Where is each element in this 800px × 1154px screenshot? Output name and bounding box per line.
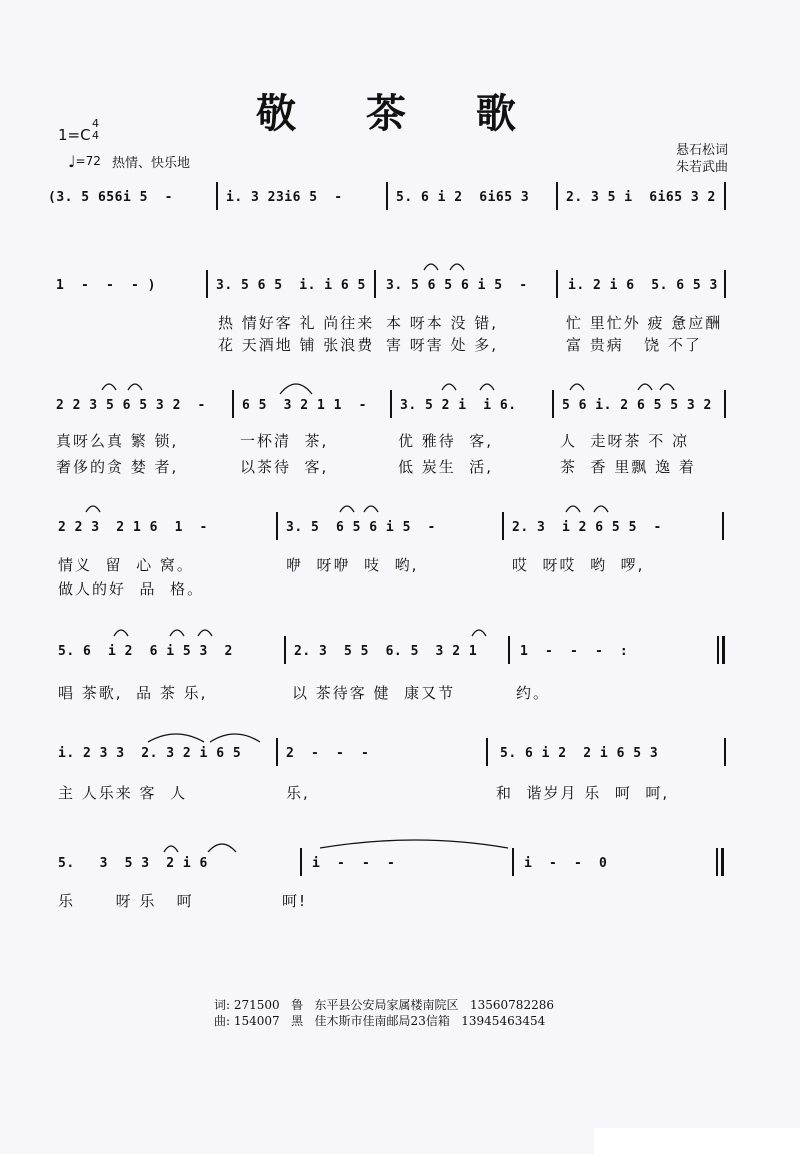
measure: 2. 3 5 5 6. 5 3 2 1 bbox=[294, 644, 478, 659]
measure: 3. 5 6 5 i. i 6 5 bbox=[216, 278, 366, 293]
song-title: 敬 茶 歌 bbox=[256, 90, 544, 137]
measure: 2 - - - bbox=[286, 746, 370, 761]
lyric-verse-2: 害 呀害 处 多, bbox=[386, 336, 499, 354]
measure: 5. 3 5 3 2 i 6 bbox=[58, 856, 208, 871]
measure: 5. 6 i 2 6 i 5 3 2 bbox=[58, 644, 233, 659]
measure: i - - 0 bbox=[524, 856, 608, 871]
measure: (3. 5 656i 5 - bbox=[48, 190, 173, 205]
lyric-verse-2: 花 天酒地 铺 张浪费 bbox=[218, 336, 375, 354]
lyric-verse-2: 富 贵病 饶 不了 bbox=[566, 336, 702, 354]
lyric-verse-2: 奢侈的贪 婪 者, bbox=[56, 458, 179, 476]
slur bbox=[480, 384, 494, 390]
quarter-note-icon: ♩ bbox=[68, 152, 76, 171]
slur bbox=[638, 384, 652, 390]
slur bbox=[148, 734, 204, 742]
slur bbox=[442, 384, 456, 390]
slur bbox=[450, 264, 464, 270]
slur bbox=[86, 506, 100, 512]
lyric-verse-1: 真呀么真 繁 锁, bbox=[56, 432, 179, 450]
slur bbox=[340, 506, 354, 512]
lyric-verse-2: 做人的好 品 格。 bbox=[58, 580, 205, 598]
slur bbox=[594, 506, 608, 512]
lyric-verse-1: 热 情好客 礼 尚往来 bbox=[218, 314, 375, 332]
slur bbox=[364, 506, 378, 512]
lyric-verse-1: 哎 呀哎 哟 啰, bbox=[512, 556, 645, 574]
lyric-verse-1: 和 谐岁月 乐 呵 呵, bbox=[496, 784, 670, 802]
measure: 5 6 i. 2 6 5 5 3 2 bbox=[562, 398, 712, 413]
slur bbox=[210, 734, 260, 742]
measure: 5. 6 i 2 6i65 3 bbox=[396, 190, 530, 205]
slur bbox=[424, 264, 438, 270]
composer-credit: 朱若武曲 bbox=[676, 160, 729, 175]
slur bbox=[570, 384, 584, 390]
lyric-verse-1: 呵! bbox=[282, 892, 308, 910]
lyric-verse-1: 一杯清 茶, bbox=[240, 432, 329, 450]
measure: 3. 5 2 i i 6. bbox=[400, 398, 517, 413]
paper-corner bbox=[594, 1128, 800, 1154]
lyric-verse-1: 唱 茶歌, 品 茶 乐, bbox=[58, 684, 208, 702]
key-signature: 1=C bbox=[58, 126, 91, 144]
measure: 2. 3 5 i 6i65 3 2 bbox=[566, 190, 716, 205]
lyric-verse-1: 情义 留 心 窝。 bbox=[58, 556, 194, 574]
lyric-verse-1: 乐, bbox=[286, 784, 310, 802]
slur bbox=[208, 844, 236, 852]
lyric-verse-1: 乐 呀 乐 呵 bbox=[58, 892, 194, 910]
slur bbox=[128, 384, 142, 390]
lyric-verse-1: 本 呀本 没 错, bbox=[386, 314, 499, 332]
slur bbox=[280, 384, 312, 394]
measure: i. 3 23i6 5 - bbox=[226, 190, 343, 205]
lyricist-credit: 悬石松词 bbox=[676, 143, 729, 158]
slur bbox=[566, 506, 580, 512]
expression-marking: 热情、快乐地 bbox=[112, 156, 191, 171]
slur bbox=[320, 840, 508, 848]
lyric-verse-2: 低 炭生 活, bbox=[398, 458, 494, 476]
measure: 6 5 3 2 1 1 - bbox=[242, 398, 367, 413]
measure: 2 2 3 2 1 6 1 - bbox=[58, 520, 208, 535]
slur bbox=[472, 630, 486, 636]
time-signature-top: 4 bbox=[92, 117, 99, 130]
time-signature-bottom: 4 bbox=[92, 129, 99, 142]
contact-line-composer: 曲: 154007 黑 佳木斯市佳南邮局23信箱 13945463454 bbox=[214, 1014, 546, 1028]
slur bbox=[102, 384, 116, 390]
measure: 3. 5 6 5 6 i 5 - bbox=[286, 520, 436, 535]
lyric-verse-2: 以茶待 客, bbox=[240, 458, 329, 476]
lyric-verse-1: 约。 bbox=[516, 684, 551, 702]
slur bbox=[164, 846, 178, 852]
contact-line-lyricist: 词: 271500 鲁 东平县公安局家属楼南院区 13560782286 bbox=[214, 998, 554, 1012]
measure: 1 - - - : bbox=[520, 644, 629, 659]
measure: 5. 6 i 2 2 i 6 5 3 bbox=[500, 746, 659, 761]
lyric-verse-1: 以 茶待客 健 康又节 bbox=[292, 684, 456, 702]
lyric-verse-1: 忙 里忙外 疲 惫应酬 bbox=[566, 314, 723, 332]
lyric-verse-1: 优 雅待 客, bbox=[398, 432, 494, 450]
tempo-value: =72 bbox=[75, 154, 101, 168]
slur bbox=[170, 630, 184, 636]
measure: 2. 3 i 2 6 5 5 - bbox=[512, 520, 662, 535]
lyric-verse-1: 主 人乐来 客 人 bbox=[58, 784, 188, 802]
measure: 3. 5 6 5 6 i 5 - bbox=[386, 278, 528, 293]
slur bbox=[114, 630, 128, 636]
slur bbox=[660, 384, 674, 390]
measure: i. 2 3 3 2. 3 2 i 6 5 bbox=[58, 746, 242, 761]
slur bbox=[198, 630, 212, 636]
measure: 1 - - - ) bbox=[56, 278, 156, 293]
lyric-verse-1: 咿 呀咿 吱 哟, bbox=[286, 556, 419, 574]
measure: i. 2 i 6 5. 6 5 3 bbox=[568, 278, 718, 293]
lyric-verse-1: 人 走呀茶 不 凉 bbox=[560, 432, 690, 450]
lyric-verse-2: 茶 香 里飘 逸 着 bbox=[560, 458, 696, 476]
measure: 2 2 3 5 6 5 3 2 - bbox=[56, 398, 206, 413]
measure: i - - - bbox=[312, 856, 396, 871]
